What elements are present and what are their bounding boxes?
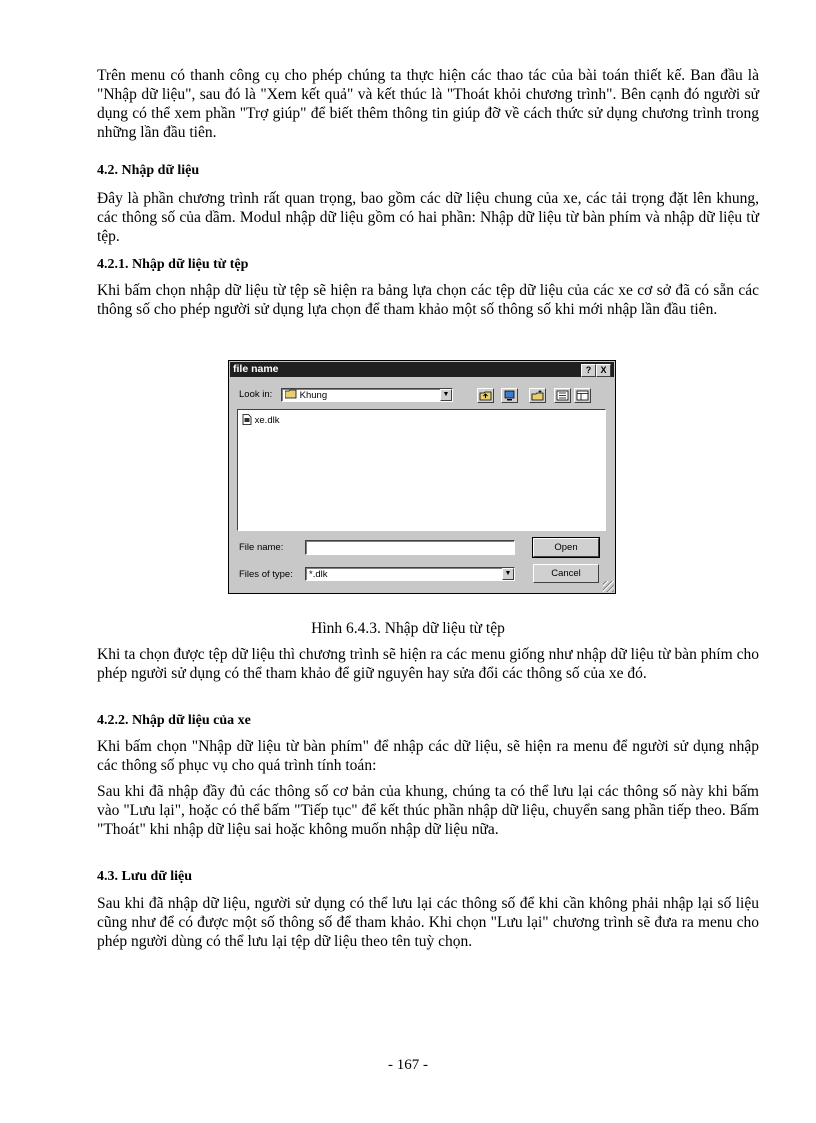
paragraph-4-2-2-a: Khi bấm chọn "Nhập dữ liệu từ bàn phím" để nhập các dữ liệu, sẽ hiện ra menu để người sử dụng nhập các thông số phục vụ cho quá trình tính toán: xyxy=(97,738,759,774)
look-in-dropdown-icon[interactable]: ▼ xyxy=(440,389,452,401)
paragraph-4-3: Sau khi đã nhập dữ liệu, người sử dụng có thể lưu lại các thông số để khi cần không phải nhập lại số liệu cũng như để có được một số thông số để tham khảo. Khi chọn "Lưu lại" chương trình sẽ đưa ra menu cho phép người dùng có thể lưu lại tệp dữ liệu theo tên tuỳ chọn. xyxy=(97,895,759,950)
up-folder-button[interactable] xyxy=(477,388,494,403)
file-item-name: xe.dlk xyxy=(254,415,280,426)
list-view-icon xyxy=(555,389,570,402)
details-view-button[interactable] xyxy=(574,388,591,403)
resize-grip[interactable] xyxy=(603,581,614,592)
desktop-button[interactable] xyxy=(501,388,518,403)
file-icon xyxy=(242,414,252,425)
heading-4-2-1: 4.2.1. Nhập dữ liệu từ tệp xyxy=(97,257,249,272)
files-of-type-value: *.dlk xyxy=(309,569,328,580)
file-name-label: File name: xyxy=(239,542,284,553)
help-button[interactable]: ? xyxy=(581,364,596,377)
new-folder-button[interactable] xyxy=(529,388,546,403)
dialog-title-bar xyxy=(230,362,614,377)
files-of-type-dropdown-icon[interactable]: ▼ xyxy=(502,568,514,580)
desktop-icon xyxy=(502,389,517,402)
file-open-dialog xyxy=(228,360,616,594)
files-of-type-label: Files of type: xyxy=(239,569,293,580)
paragraph-after-figure: Khi ta chọn được tệp dữ liệu thì chương trình sẽ hiện ra các menu giống như nhập dữ liệu từ bàn phím cho phép người sử dụng có thể tham khảo để giữ nguyên hay sửa đổi các thông số của xe đó. xyxy=(97,646,759,682)
file-name-input[interactable] xyxy=(305,540,515,555)
details-view-icon xyxy=(575,389,590,402)
look-in-label: Look in: xyxy=(239,389,273,400)
dialog-title: file name xyxy=(233,363,279,375)
files-of-type-select[interactable] xyxy=(305,567,515,581)
look-in-value: Khung xyxy=(299,390,328,401)
intro-paragraph: Trên menu có thanh công cụ cho phép chúng ta thực hiện các thao tác của bài toán thiết kế. Ban đầu là "Nhập dữ liệu", sau đó là "Xem kết quả" và kết thúc là "Thoát khỏi chương trình". Bên cạnh đó người sử dụng có thể xem phần "Trợ giúp" để biết thêm thông tin giúp đỡ về cách thức sử dụng chương trình trong những lần đầu tiên. xyxy=(97,67,759,141)
folder-icon xyxy=(285,389,297,399)
list-view-button[interactable] xyxy=(554,388,571,403)
heading-4-2-2: 4.2.2. Nhập dữ liệu của xe xyxy=(97,713,251,728)
close-button[interactable]: X xyxy=(596,364,611,377)
figure-caption: Hình 6.4.3. Nhập dữ liệu từ tệp xyxy=(311,620,505,637)
heading-4-2: 4.2. Nhập dữ liệu xyxy=(97,163,200,178)
page-number: - 167 - xyxy=(388,1057,428,1073)
file-list-item[interactable] xyxy=(242,414,279,427)
open-button[interactable]: Open xyxy=(533,538,599,557)
up-folder-icon xyxy=(478,389,493,402)
new-folder-icon xyxy=(530,389,545,402)
paragraph-4-2-2-b: Sau khi đã nhập đầy đủ các thông số cơ bản của khung, chúng ta có thể lưu lại các thông số này khi bấm vào "Lưu lại", hoặc có thể bấm "Tiếp tục" để kết thúc phần nhập dữ liệu, chuyển sang phần tiếp theo. Bấm "Thoát" khi nhập dữ liệu sai hoặc không muốn nhập dữ liệu nữa. xyxy=(97,783,759,838)
cancel-button[interactable]: Cancel xyxy=(533,564,599,583)
heading-4-3: 4.3. Lưu dữ liệu xyxy=(97,869,192,884)
look-in-combo[interactable] xyxy=(281,388,453,402)
paragraph-4-2-1: Khi bấm chọn nhập dữ liệu từ tệp sẽ hiện ra bảng lựa chọn các tệp dữ liệu của các xe cơ sở đã có sẵn các thông số cho phép người sử dụng lựa chọn để tham khảo một số thông số khi mới nhập lần đầu tiên. xyxy=(97,282,759,318)
paragraph-4-2: Đây là phần chương trình rất quan trọng, bao gồm các dữ liệu chung của xe, các tải trọng đặt lên khung, các thông số của dầm. Modul nhập dữ liệu gồm có hai phần: Nhập dữ liệu từ bàn phím và nhập dữ liệu từ tệp. xyxy=(97,190,759,245)
file-list[interactable] xyxy=(237,409,606,531)
